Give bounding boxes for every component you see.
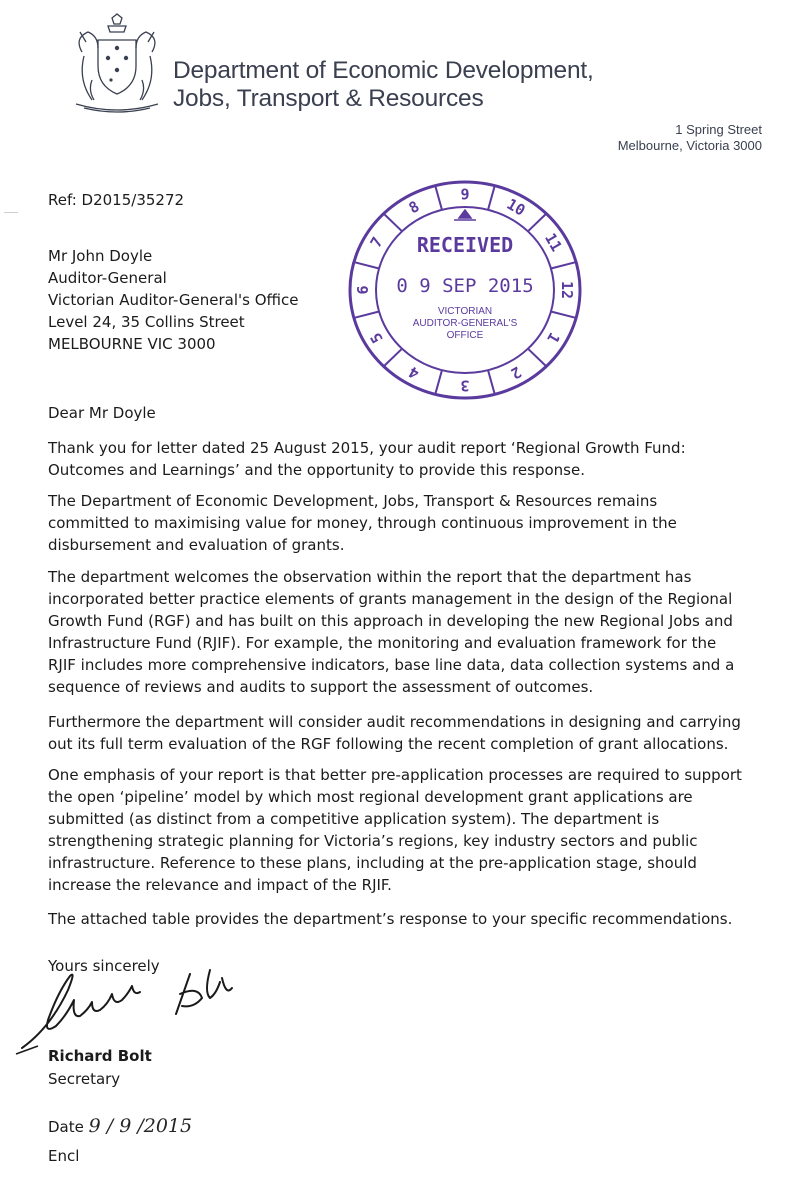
paragraph-line: Outcomes and Learnings’ and the opportunity to provide this response. [48,461,585,479]
stamp-month-number: 4 [405,362,423,383]
recipient-line: Auditor-General [48,269,167,287]
stamp-org-line-3: OFFICE [446,330,484,341]
stamp-ring-divider [488,186,495,210]
stamp-org-line-2: AUDITOR-GENERAL'S [412,318,518,329]
recipient-line: Mr John Doyle [48,247,153,265]
department-name-line-2: Jobs, Transport & Resources [173,85,484,112]
signatory-title: Secretary [48,1070,121,1088]
paragraph-line: The Department of Economic Development, Jobs, Transport & Resources remains [48,492,658,510]
enclosure-note: Encl [48,1147,80,1165]
reference-number: Ref: D2015/35272 [48,191,185,209]
paragraph-line: sequence of reviews and audits to support the assessment of outcomes. [48,678,594,696]
address-line-2: Melbourne, Victoria 3000 [617,138,762,153]
stamp-received-text: RECEIVED [416,233,514,257]
paragraph-line: RJIF includes more comprehensive indicators, base line data, data collection systems and a [48,656,735,674]
stamp-ring-divider [384,214,402,232]
stamp-ring-divider [488,370,495,394]
stamp-org-line-1: VICTORIAN [437,306,493,317]
date-label: Date [48,1118,84,1136]
stamp-ring-divider [354,311,379,317]
stamp-ring-divider [435,370,442,394]
stamp-month-number: 9 [460,185,470,204]
paragraph-line: The department welcomes the observation within the report that the department has [48,568,692,586]
paragraph-line: committed to maximising value for money, through continuous improvement in the [48,514,677,532]
department-name-line-1: Department of Economic Development, [173,57,594,84]
paragraph-line: infrastructure. Reference to these plans, including at the pre-application stage, should [48,854,697,872]
paragraph-line: the open ‘pipeline’ model by which most regional development grant applications are [48,788,693,806]
paragraph-line: strengthening strategic planning for Victoria’s regions, key industry sectors and public [48,832,698,850]
paragraph-3 [48,566,734,698]
recipient-line: Level 24, 35 Collins Street [48,313,245,331]
stamp-month-number: 8 [405,197,423,218]
recipient-line: MELBOURNE VIC 3000 [48,335,216,353]
paragraph-line: Thank you for letter dated 25 August 2015, your audit report ‘Regional Growth Fund: [48,439,686,457]
stamp-month-number: 6 [354,285,372,295]
paragraph-1 [48,437,686,481]
stamp-ring-divider [435,186,442,210]
closing: Yours sincerely [48,957,160,975]
paragraph-2 [48,490,677,556]
paragraph-line: out its full term evaluation of the RGF following the recent completion of grant allocations. [48,735,729,753]
paragraph-5 [48,764,742,896]
stamp-ring-divider [528,349,546,367]
crown-icon [454,210,476,220]
stamp-month-number: 12 [558,280,576,300]
paragraph-line: Furthermore the department will consider audit recommendations in designing and carrying [48,713,741,731]
stamp-month-number: 3 [460,376,470,395]
fold-mark [4,212,18,213]
paragraph-line: The attached table provides the department’s response to your specific recommendations. [48,910,733,928]
handwritten-signature [12,958,262,1058]
paragraph-line: Growth Fund (RGF) and has built on this approach in developing the new Regional Jobs and [48,612,733,630]
stamp-ring-divider [354,262,379,268]
stamp-ring-divider [528,214,546,232]
date-line [48,1115,192,1138]
stamp-month-number: 10 [503,194,529,220]
date-value: 9 / 9 /2015 [88,1115,193,1137]
stamp-month-number: 7 [366,233,387,251]
stamp-month-number: 5 [366,329,387,347]
paragraph-line: submitted (as distinct from a competitive application system). The department is [48,810,660,828]
paragraph-line: incorporated better practice elements of grants management in the design of the Regional [48,590,733,608]
paragraph-6 [48,908,732,930]
stamp-ring-divider [384,349,402,367]
recipient-line: Victorian Auditor-General's Office [48,291,299,309]
victoria-coat-of-arms-icon [64,12,170,118]
salutation: Dear Mr Doyle [48,404,156,422]
recipient-address [48,245,299,355]
received-stamp [346,178,584,402]
stamp-ring-divider [551,262,576,268]
paragraph-4 [48,711,741,755]
paragraph-line: One emphasis of your report is that better pre-application processes are required to support [48,766,742,784]
paragraph-line: increase the relevance and impact of the RJIF. [48,876,392,894]
stamp-date: 0 9 SEP 2015 [396,275,534,297]
paragraph-line: disbursement and evaluation of grants. [48,536,345,554]
stamp-month-number: 1 [543,329,564,347]
stamp-ring-divider [551,311,576,317]
stamp-month-number: 2 [507,362,525,383]
signatory-name: Richard Bolt [48,1047,152,1065]
stamp-month-number: 11 [540,229,566,255]
paragraph-line: Infrastructure Fund (RJIF). For example, the monitoring and evaluation framework for the [48,634,717,652]
address-line-1: 1 Spring Street [675,122,762,137]
